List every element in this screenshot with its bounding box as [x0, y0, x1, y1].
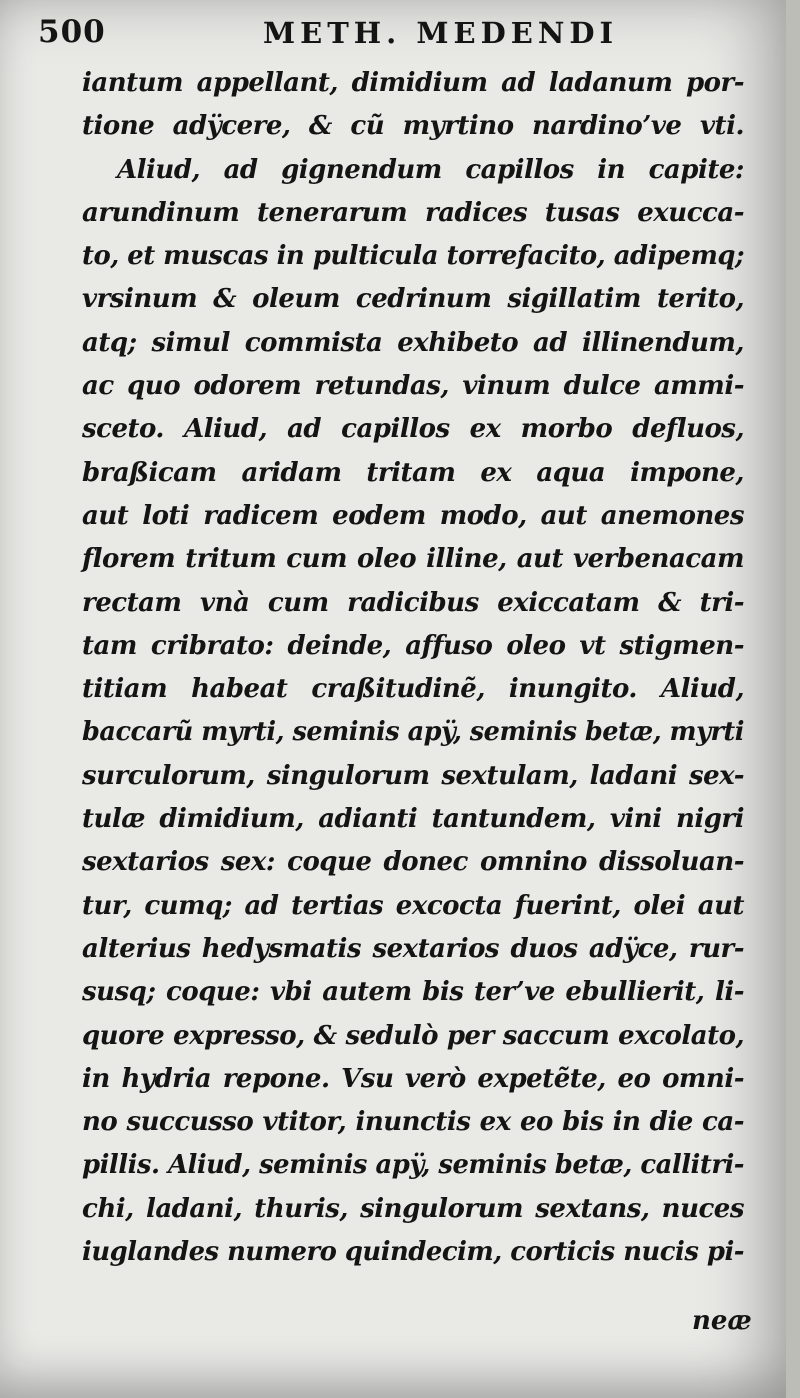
text-line: chi, ladani, thuris, singulorum sextans, nuces — [82, 1193, 744, 1224]
text-line: alterius hedysmatis sextarios duos adÿce, rur- — [82, 933, 744, 964]
text-line: Aliud, ad gignendum capillos in capite: — [117, 154, 744, 185]
text-line: titiam habeat craßitudinẽ, inungito. Aliud, — [82, 674, 744, 705]
page-header — [38, 14, 738, 54]
text-line: vrsinum & oleum cedrinum sigillatim terito, — [82, 284, 744, 315]
text-line: tulæ dimidium, adianti tantundem, vini nigri — [82, 804, 744, 835]
text-line: quore expresso, & sedulò per saccum excolato, — [82, 1020, 744, 1051]
text-line: baccarũ myrti, seminis apÿ, seminis betæ, myrti — [82, 717, 744, 748]
text-line: tam cribrato: deinde, affuso oleo vt stigmen- — [82, 630, 744, 661]
text-line: iantum appellant, dimidium ad ladanum por- — [82, 68, 744, 98]
text-line: surculorum, singulorum sextulam, ladani sex- — [82, 760, 744, 791]
text-line: susq; coque: vbi autem bis ter’ve ebullierit, li- — [82, 977, 744, 1008]
text-line: in hydria repone. Vsu verò expetẽte, eo omni- — [82, 1063, 744, 1094]
text-line: sceto. Aliud, ad capillos ex morbo defluos, — [82, 414, 744, 445]
text-line: rectam vnà cum radicibus exiccatam & tri- — [82, 587, 744, 618]
text-line: tione adÿcere, & cũ myrtino nardino’ve vti. — [82, 111, 744, 142]
page-number: 500 — [38, 14, 106, 50]
catchword: neæ — [692, 1306, 752, 1336]
text-line: braßicam aridam tritam ex aqua impone, — [82, 457, 744, 488]
text-line: aut loti radicem eodem modo, aut anemones — [82, 500, 744, 531]
text-line: iuglandes numero quindecim, corticis nucis pi- — [82, 1237, 745, 1268]
text-line: arundinum tenerarum radices tusas exucca- — [82, 197, 744, 228]
text-line: atq; simul commista exhibeto ad illinendum, — [82, 327, 744, 358]
text-line: florem tritum cum oleo illine, aut verbenacam — [82, 544, 744, 575]
text-line: pillis. Aliud, seminis apÿ, seminis betæ, callitri- — [82, 1150, 745, 1181]
page-edge — [786, 0, 800, 1398]
text-line: tur, cumq; ad tertias excocta fuerint, olei aut — [82, 890, 744, 921]
text-line: to, et muscas in pulticula torrefacito, adipemq; — [82, 241, 745, 272]
text-line: sextarios sex: coque donec omnino dissoluan- — [82, 847, 744, 878]
text-line: no succusso vtitor, inunctis ex eo bis in die ca- — [82, 1107, 744, 1138]
running-title: METH. MEDENDI — [263, 16, 619, 50]
text-line: ac quo odorem retundas, vinum dulce ammi- — [82, 371, 744, 402]
text-block — [82, 62, 744, 1274]
